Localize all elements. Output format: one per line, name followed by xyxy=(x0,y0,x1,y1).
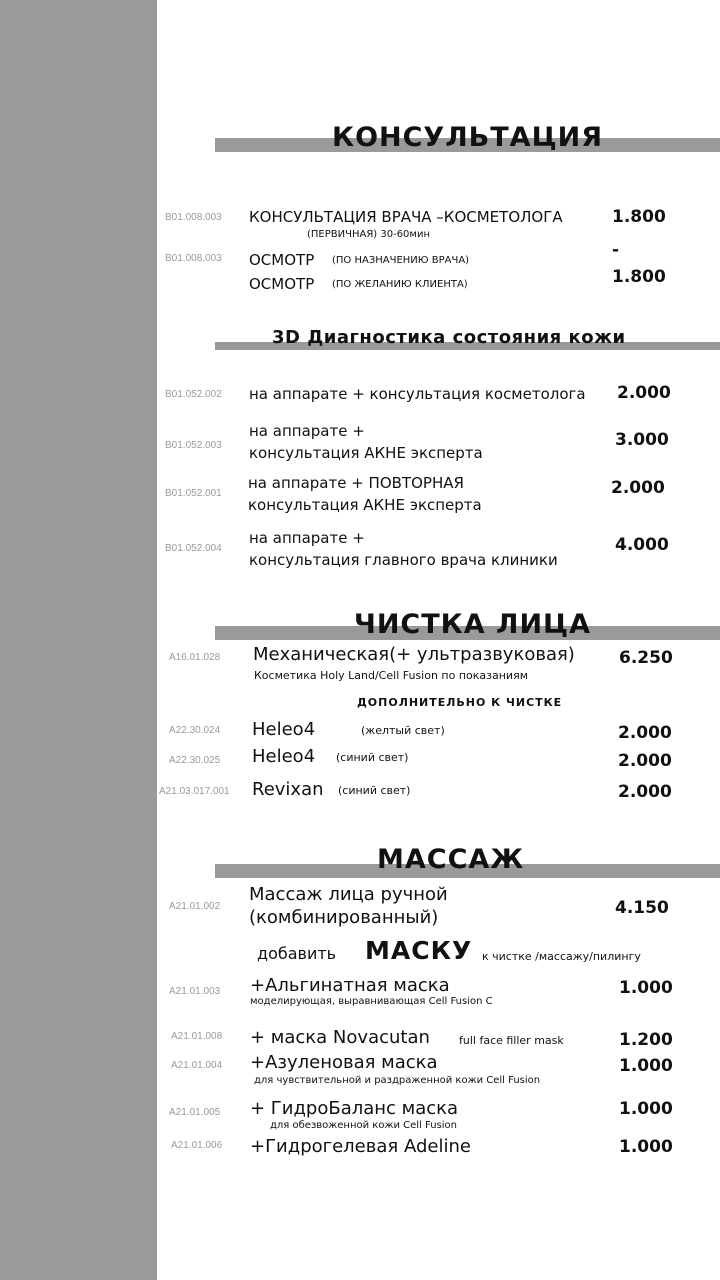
service-code: B01.052.002 xyxy=(165,389,222,400)
service-subtitle: моделирующая, выравнивающая Cell Fusion C xyxy=(250,996,493,1007)
service-note: (ПО НАЗНАЧЕНИЮ ВРАЧА) xyxy=(332,255,470,266)
section-title-consult: КОНСУЛЬТАЦИЯ xyxy=(332,122,604,153)
service-code: B01.008.003 xyxy=(165,212,222,223)
mask-heading-post: к чистке /массажу/пилингу xyxy=(482,950,641,963)
service-price: 2.000 xyxy=(611,478,665,498)
service-code: A21.01.006 xyxy=(171,1140,223,1151)
service-name: КОНСУЛЬТАЦИЯ ВРАЧА –КОСМЕТОЛОГА xyxy=(249,208,563,226)
service-subtitle: для обезвоженной кожи Cell Fusion xyxy=(270,1120,458,1131)
service-name: +Альгинатная маска xyxy=(250,975,450,996)
service-code: A21.01.005 xyxy=(169,1107,221,1118)
section-title-diag: 3D Диагностика состояния кожи xyxy=(272,327,626,348)
service-name: ОСМОТР xyxy=(249,275,315,293)
service-note: (ПО ЖЕЛАНИЮ КЛИЕНТА) xyxy=(332,279,468,290)
service-name: + маска Novacutan xyxy=(250,1027,430,1048)
service-name-line1: на аппарате + xyxy=(249,529,365,547)
service-subtitle: для чувствительной и раздраженной кожи Cell Fusion xyxy=(254,1075,541,1086)
service-code: A22.30.025 xyxy=(169,755,221,766)
service-name-line1: на аппарате + xyxy=(249,422,365,440)
service-price: 4.000 xyxy=(615,535,669,555)
service-price: 2.000 xyxy=(617,383,671,403)
service-code: A21.01.004 xyxy=(171,1060,223,1071)
service-code: B01.052.003 xyxy=(165,440,222,451)
service-price: 1.000 xyxy=(619,978,673,998)
service-code: A21.01.002 xyxy=(169,901,221,912)
service-name-line2: консультация АКНЕ эксперта xyxy=(248,496,482,514)
service-price: 1.800 xyxy=(612,207,666,227)
mask-heading-pre: добавить xyxy=(257,944,337,963)
service-price: 4.150 xyxy=(615,898,669,918)
service-name-line1: Массаж лица ручной xyxy=(249,884,448,905)
service-note: (синий свет) xyxy=(336,751,409,764)
service-price: 3.000 xyxy=(615,430,669,450)
service-price: 1.200 xyxy=(619,1030,673,1050)
service-name: +Гидрогелевая Adeline xyxy=(250,1136,471,1157)
service-name: Revixan xyxy=(252,779,324,800)
service-price: 6.250 xyxy=(619,648,673,668)
service-price: 2.000 xyxy=(618,751,672,771)
service-price: 1.000 xyxy=(619,1056,673,1076)
mask-heading-big: МАСКУ xyxy=(365,936,473,965)
service-note: (синий свет) xyxy=(338,784,411,797)
extra-subheading: ДОПОЛНИТЕЛЬНО К ЧИСТКЕ xyxy=(357,696,563,709)
service-name: Heleo4 xyxy=(252,719,316,740)
service-name: Heleo4 xyxy=(252,746,316,767)
service-code: A16.01.028 xyxy=(169,652,221,663)
service-name-line2: (комбинированный) xyxy=(249,907,439,928)
service-name: ОСМОТР xyxy=(249,251,315,269)
service-price: 1.800 xyxy=(612,267,666,287)
service-note: (желтый свет) xyxy=(361,724,445,737)
service-name: +Азуленовая маска xyxy=(250,1052,438,1073)
section-title-clean: ЧИСТКА ЛИЦА xyxy=(354,609,591,640)
service-code: B01.052.004 xyxy=(165,543,222,554)
service-name-line1: на аппарате + ПОВТОРНАЯ xyxy=(248,474,464,492)
service-code: A21.03.017.001 xyxy=(159,786,230,797)
service-subtitle: Косметика Holy Land/Cell Fusion по показаниям xyxy=(254,669,528,682)
service-name: Механическая(+ ультразвуковая) xyxy=(253,644,575,665)
service-name: на аппарате + консультация косметолога xyxy=(249,385,586,403)
service-subtitle: (ПЕРВИЧНАЯ) 30-60мин xyxy=(307,229,430,240)
service-code: A21.01.003 xyxy=(169,986,221,997)
service-name-line2: консультация главного врача клиники xyxy=(249,551,558,569)
service-code: B01.008.003 xyxy=(165,253,222,264)
service-name: + ГидроБаланс маска xyxy=(250,1098,459,1119)
service-price: 1.000 xyxy=(619,1137,673,1157)
section-title-massage: МАССАЖ xyxy=(377,844,525,875)
service-code: B01.052.001 xyxy=(165,488,222,499)
service-price: 2.000 xyxy=(618,782,672,802)
left-gray-sidebar xyxy=(0,0,157,1280)
service-code: A22.30.024 xyxy=(169,725,221,736)
service-price: - xyxy=(612,240,620,260)
service-name-line2: консультация АКНЕ эксперта xyxy=(249,444,483,462)
service-note: full face filler mask xyxy=(459,1034,564,1047)
service-price: 1.000 xyxy=(619,1099,673,1119)
service-code: A21.01.008 xyxy=(171,1031,223,1042)
service-price: 2.000 xyxy=(618,723,672,743)
